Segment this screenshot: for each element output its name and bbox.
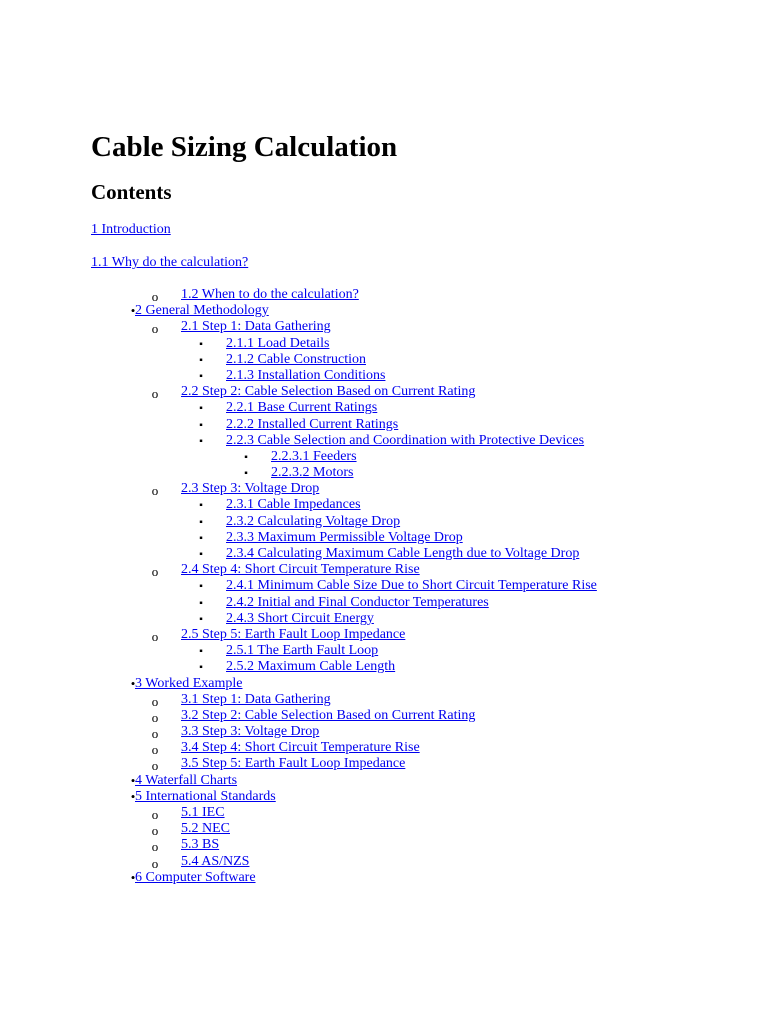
toc-link[interactable]: 2.2.3.1 Feeders: [271, 448, 357, 464]
toc-link[interactable]: 2.2 Step 2: Cable Selection Based on Current Rating: [181, 384, 476, 400]
toc-row: [91, 708, 751, 724]
toc-row: [91, 611, 751, 627]
toc-link[interactable]: 2.1 Step 1: Data Gathering: [181, 319, 331, 335]
toc-link[interactable]: 2.5.2 Maximum Cable Length: [226, 659, 396, 675]
toc-row: [91, 530, 751, 546]
toc-link[interactable]: 2.2.3.2 Motors: [271, 465, 354, 481]
list-bullet-icon: ▪: [199, 500, 203, 512]
toc-row: [91, 870, 751, 886]
toc-link[interactable]: 2.4.3 Short Circuit Energy: [226, 610, 374, 626]
toc-row: [91, 837, 751, 853]
toc-link[interactable]: 2 General Methodology: [135, 303, 269, 319]
toc-link[interactable]: 1.2 When to do the calculation?: [181, 287, 359, 302]
toc-link[interactable]: 5.3 BS: [181, 837, 220, 853]
toc-row: [91, 368, 751, 384]
list-bullet-icon: •: [130, 303, 136, 319]
list-bullet-icon: o: [151, 564, 159, 580]
list-bullet-icon: o: [151, 855, 159, 871]
toc-row: [91, 595, 751, 611]
toc-link[interactable]: 2.3.4 Calculating Maximum Cable Length due to Voltage Drop: [226, 546, 580, 561]
toc-row: [91, 319, 751, 335]
list-bullet-icon: o: [151, 726, 159, 742]
toc-link[interactable]: 3.1 Step 1: Data Gathering: [181, 691, 331, 707]
toc-row: [91, 659, 751, 675]
list-bullet-icon: ▪: [199, 370, 203, 382]
toc-row: [91, 546, 751, 562]
list-bullet-icon: o: [151, 483, 159, 499]
toc-row: [91, 497, 751, 513]
toc-row: [91, 627, 751, 643]
list-bullet-icon: ▪: [199, 532, 203, 544]
list-bullet-icon: ▪: [199, 662, 203, 674]
toc-row: [91, 433, 751, 449]
toc-row: [91, 805, 751, 821]
list-bullet-icon: •: [130, 675, 136, 691]
toc-link[interactable]: 3.4 Step 4: Short Circuit Temperature Rise: [181, 740, 420, 756]
toc-row: [91, 643, 751, 659]
toc-row: [91, 789, 751, 805]
list-bullet-icon: •: [130, 772, 136, 788]
list-bullet-icon: ▪: [199, 403, 203, 415]
list-bullet-icon: ▪: [199, 597, 203, 609]
list-bullet-icon: ▪: [199, 581, 203, 593]
toc-row: [91, 773, 751, 789]
toc-link[interactable]: 2.3.1 Cable Impedances: [226, 497, 361, 513]
list-bullet-icon: ▪: [199, 338, 203, 350]
toc-row: [91, 417, 751, 433]
list-bullet-icon: o: [151, 823, 159, 839]
page-title: Cable Sizing Calculation: [91, 131, 398, 163]
toc-row: [91, 400, 751, 416]
list-bullet-icon: •: [130, 869, 136, 885]
toc-link[interactable]: 2.1.3 Installation Conditions: [226, 367, 386, 383]
list-bullet-icon: o: [151, 758, 159, 774]
list-bullet-icon: •: [130, 788, 136, 804]
table-of-contents: [91, 287, 751, 886]
list-bullet-icon: o: [151, 693, 159, 709]
toc-link[interactable]: 2.4.2 Initial and Final Conductor Temperatures: [226, 594, 489, 610]
toc-link[interactable]: 3.2 Step 2: Cable Selection Based on Current Rating: [181, 707, 476, 723]
toc-row: [91, 303, 751, 319]
toc-row: [91, 287, 751, 303]
toc-row: [91, 449, 751, 465]
list-bullet-icon: o: [151, 321, 159, 337]
contents-heading: Contents: [91, 180, 172, 204]
toc-link[interactable]: 2.2.3 Cable Selection and Coordination with Protective Devices: [226, 432, 585, 448]
toc-link[interactable]: 2.5 Step 5: Earth Fault Loop Impedance: [181, 626, 406, 642]
toc-row: [91, 692, 751, 708]
toc-row: [91, 562, 751, 578]
toc-link[interactable]: 2.4.1 Minimum Cable Size Due to Short Circuit Temperature Rise: [226, 578, 597, 594]
list-bullet-icon: ▪: [199, 419, 203, 431]
list-bullet-icon: o: [151, 628, 159, 644]
toc-link[interactable]: 5.1 IEC: [181, 805, 225, 820]
toc-row: [91, 514, 751, 530]
list-bullet-icon: ▪: [199, 516, 203, 528]
toc-row: [91, 384, 751, 400]
toc-row: [91, 756, 751, 772]
list-bullet-icon: o: [151, 709, 159, 725]
toc-row: [91, 740, 751, 756]
toc-row: [91, 821, 751, 837]
toc-row: [91, 724, 751, 740]
list-bullet-icon: o: [151, 839, 159, 855]
toc-link[interactable]: 2.1.2 Cable Construction: [226, 351, 366, 367]
toc-link[interactable]: 6 Computer Software: [135, 869, 256, 885]
toc-row: [91, 481, 751, 497]
list-bullet-icon: o: [151, 386, 159, 402]
toc-link[interactable]: 4 Waterfall Charts: [135, 772, 238, 788]
toc-link[interactable]: 3.3 Step 3: Voltage Drop: [181, 724, 320, 740]
list-bullet-icon: ▪: [199, 646, 203, 658]
toc-row: [91, 578, 751, 594]
toc-link-introduction[interactable]: 1 Introduction: [91, 222, 171, 237]
toc-link[interactable]: 2.3.2 Calculating Voltage Drop: [226, 513, 401, 529]
list-bullet-icon: ▪: [244, 451, 248, 463]
list-bullet-icon: o: [151, 742, 159, 758]
toc-row: [91, 854, 751, 870]
toc-link[interactable]: 2.3.3 Maximum Permissible Voltage Drop: [226, 529, 463, 545]
toc-link[interactable]: 2.2.2 Installed Current Ratings: [226, 416, 399, 432]
list-bullet-icon: ▪: [199, 613, 203, 625]
list-bullet-icon: o: [151, 807, 159, 822]
toc-link[interactable]: 2.2.1 Base Current Ratings: [226, 400, 378, 416]
list-bullet-icon: o: [151, 289, 159, 304]
toc-link[interactable]: 2.1.1 Load Details: [226, 335, 330, 351]
toc-link[interactable]: 3 Worked Example: [135, 675, 243, 691]
list-bullet-icon: ▪: [199, 549, 203, 560]
toc-link[interactable]: 2.5.1 The Earth Fault Loop: [226, 643, 379, 659]
toc-link[interactable]: 5 International Standards: [135, 788, 276, 804]
toc-link[interactable]: 5.4 AS/NZS: [181, 853, 250, 869]
list-bullet-icon: ▪: [199, 354, 203, 366]
list-bullet-icon: ▪: [244, 468, 248, 480]
toc-row: [91, 465, 751, 481]
list-bullet-icon: ▪: [199, 435, 203, 447]
toc-row: [91, 336, 751, 352]
toc-link[interactable]: 3.5 Step 5: Earth Fault Loop Impedance: [181, 756, 406, 772]
toc-link-why-do-the-calculation[interactable]: 1.1 Why do the calculation?: [91, 255, 249, 270]
toc-link[interactable]: 2.4 Step 4: Short Circuit Temperature Rise: [181, 562, 420, 578]
toc-row: [91, 352, 751, 368]
toc-link[interactable]: 5.2 NEC: [181, 821, 230, 837]
toc-row: [91, 676, 751, 692]
toc-link[interactable]: 2.3 Step 3: Voltage Drop: [181, 481, 320, 497]
